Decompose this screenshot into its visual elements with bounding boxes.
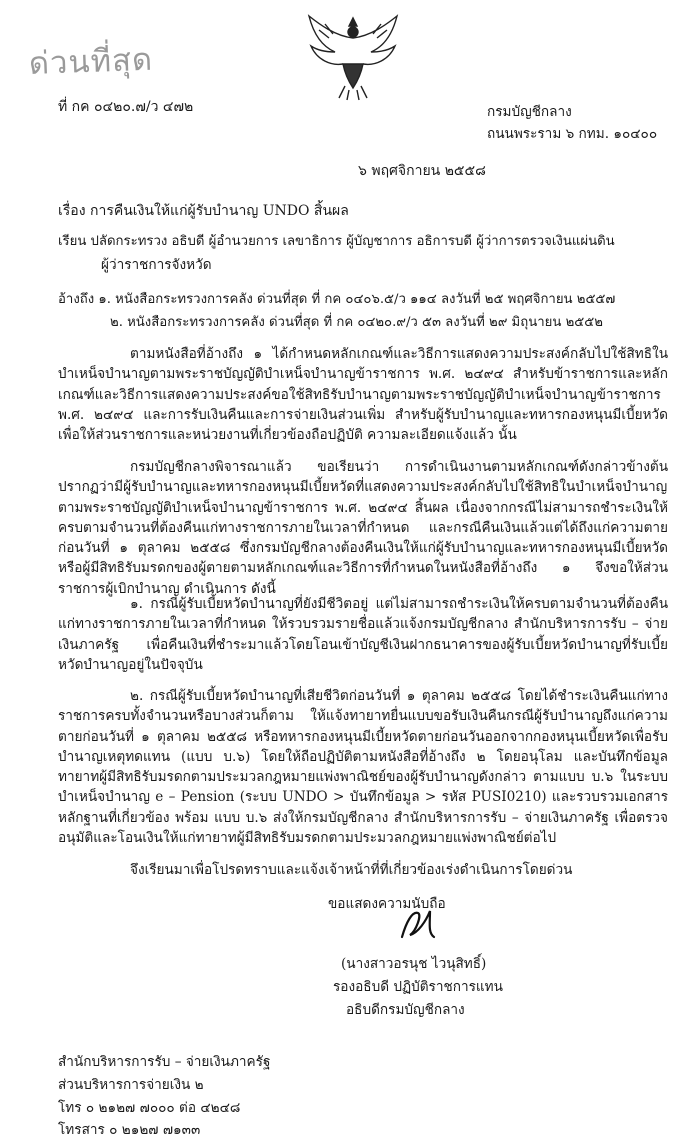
signer-name: (นางสาวอรนุช ไวนุสิทธิ์): [341, 956, 487, 972]
reference-1: อ้างถึง ๑. หนังสือกระทรวงการคลัง ด่วนที่สุด ที่ กค ๐๔๐๖.๕/ว ๑๑๔ ลงวันที่ ๒๕ พฤศจิกายน ๒๕๕๗: [58, 292, 616, 307]
addressee-line-2: ผู้ว่าราชการจังหวัด: [101, 257, 212, 273]
handwritten-signature: [396, 903, 442, 945]
paragraph-consideration: กรมบัญชีกลางพิจารณาแล้ว ขอเรียนว่า การดำเนินงานตามหลักเกณฑ์ดังกล่าวข้างต้น ปรากฏว่ามีผู้รับบำนาญและทหารกองหนุนมีเบี้ยหวัดที่แสดงความประสงค์กลับไปใช้สิทธิในบำเหน็จบำนาญตามพระราชบัญญัติบำเหน็จบำนาญข้าราชการ พ.ศ. ๒๔๙๔ สิ้นผล เนื่องจากกรณีไม่สามารถชำระเงินให้ครบตามจำนวนที่ต้องคืนแก่ทางราชการภายในเวลาที่กำหนด และกรณีคืนเงินแล้วแต่ได้ถึงแก่ความตายก่อนวันที่ ๑ ตุลาคม ๒๕๕๘ ซึ่งกรมบัญชีกลางต้องคืนเงินให้แก่ผู้รับบำนาญและทหารกองหนุนมีเบี้ยหวัดหรือผู้มีสิทธิรับมรดกของผู้ตายตามหลักเกณฑ์และวิธีการที่กำหนดในหนังสือที่อ้างถึง ๑ จึงขอให้ส่วนราชการผู้เบิกบำนาญ ดำเนินการ ดังนี้: [58, 459, 668, 597]
document-date: ๖ พฤศจิกายน ๒๕๕๘: [358, 163, 486, 179]
document-number: ที่ กค ๐๔๒๐.๗/ว ๔๗๒: [58, 99, 194, 115]
fax-number: โทรสาร ๐ ๒๑๒๗ ๗๑๓๓: [58, 1122, 201, 1138]
paragraph-case-1: ๑. กรณีผู้รับเบี้ยหวัดบำนาญที่ยังมีชีวิตอยู่ แต่ไม่สามารถชำระเงินให้ครบตามจำนวนที่ต้องคืนแก่ทางราชการภายในเวลาที่กำหนด ให้รวบรวมรายชื่อแล้วแจ้งกรมบัญชีกลาง สำนักบริหารการรับ – จ่ายเงินภาครัฐ เพื่อคืนเงินที่ชำระมาแล้วโดยโอนเข้าบัญชีเงินฝากธนาคารของผู้รับเบี้ยหวัดบำนาญที่รับเบี้ยหวัดบำนาญอยู่ในปัจจุบัน: [58, 596, 668, 673]
phone-number: โทร ๐ ๒๑๒๗ ๗๐๐๐ ต่อ ๔๒๔๘: [58, 1100, 241, 1116]
paragraph-background: ตามหนังสือที่อ้างถึง ๑ ได้กำหนดหลักเกณฑ์และวิธีการแสดงความประสงค์กลับไปใช้สิทธิในบำเหน็จบำนาญตามพระราชบัญญัติบำเหน็จบำนาญข้าราชการ พ.ศ. ๒๔๙๔ สำหรับข้าราชการและหลักเกณฑ์และวิธีการแสดงความประสงค์ขอใช้สิทธิรับบำนาญตามพระราชบัญญัติบำเหน็จบำนาญข้าราชการ พ.ศ. ๒๔๙๔ และการรับเงินคืนและการจ่ายเงินส่วนเพิ่ม สำหรับผู้รับบำนาญและทหารกองหนุนมีเบี้ยหวัด เพื่อให้ส่วนราชการและหน่วยงานที่เกี่ยวข้องถือปฏิบัติ ความละเอียดแจ้งแล้ว นั้น: [58, 346, 668, 444]
urgency-stamp: ด่วนที่สุด: [28, 41, 154, 82]
closing-request: จึงเรียนมาเพื่อโปรดทราบและแจ้งเจ้าหน้าที่ที่เกี่ยวข้องเร่งดำเนินการโดยด่วน: [130, 862, 573, 878]
signer-title-1: รองอธิบดี ปฏิบัติราชการแทน: [333, 979, 503, 995]
signer-title-2: อธิบดีกรมบัญชีกลาง: [346, 1002, 465, 1018]
garuda-emblem: [305, 12, 401, 102]
reference-2: ๒. หนังสือกระทรวงการคลัง ด่วนที่สุด ที่ กค ๐๔๒๐.๙/ว ๕๓ ลงวันที่ ๒๙ มิถุนายน ๒๕๕๒: [110, 315, 603, 330]
closing-respect: ขอแสดงความนับถือ: [328, 896, 446, 912]
addressee-line-1: เรียน ปลัดกระทรวง อธิบดี ผู้อำนวยการ เลขาธิการ ผู้บัญชาการ อธิการบดี ผู้ว่าการตรวจเงินแผ่นดิน: [58, 234, 615, 249]
office-division: ส่วนบริหารการจ่ายเงิน ๒: [58, 1077, 204, 1093]
issuer-address: ถนนพระราม ๖ กทม. ๑๐๔๐๐: [487, 126, 658, 142]
office-unit: สำนักบริหารการรับ – จ่ายเงินภาครัฐ: [58, 1054, 271, 1070]
paragraph-case-2: ๒. กรณีผู้รับเบี้ยหวัดบำนาญที่เสียชีวิตก่อนวันที่ ๑ ตุลาคม ๒๕๕๘ โดยได้ชำระเงินคืนแก่ทางราชการครบทั้งจำนวนหรือบางส่วนก็ตาม ให้แจ้งทายาทยื่นแบบขอรับเงินคืนกรณีผู้รับบำนาญถึงแก่ความตายก่อนวันที่ ๑ ตุลาคม ๒๕๕๘ หรือทหารกองหนุนมีเบี้ยหวัดตายก่อนวันออกจากกองหนุนเบี้ยหวัดเพื่อรับบำนาญเหตุทดแทน (แบบ บ.๖) โดยให้ถือปฏิบัติตามหนังสือที่อ้างถึง ๒ โดยอนุโลม และบันทึกข้อมูลทายาทผู้มีสิทธิรับมรดกตามประมวลกฎหมายแพ่งพาณิชย์ของผู้รับบำนาญดังกล่าว ตามแบบ บ.๖ ในระบบบำเหน็จบำนาญ e – Pension (ระบบ UNDO > บันทึกข้อมูล > รหัส PUSI0210) และรวบรวมเอกสารหลักฐานที่เกี่ยวข้อง พร้อม แบบ บ.๖ ส่งให้กรมบัญชีกลาง สำนักบริหารการรับ – จ่ายเงินภาครัฐ เพื่อตรวจอนุมัติและโอนเงินให้แก่ทายาทผู้มีสิทธิรับมรดกตามประมวลกฎหมายแพ่งพาณิชย์ต่อไป: [58, 688, 668, 847]
subject-line: เรื่อง การคืนเงินให้แก่ผู้รับบำนาญ UNDO สิ้นผล: [58, 203, 349, 219]
issuer-org: กรมบัญชีกลาง: [487, 104, 572, 120]
